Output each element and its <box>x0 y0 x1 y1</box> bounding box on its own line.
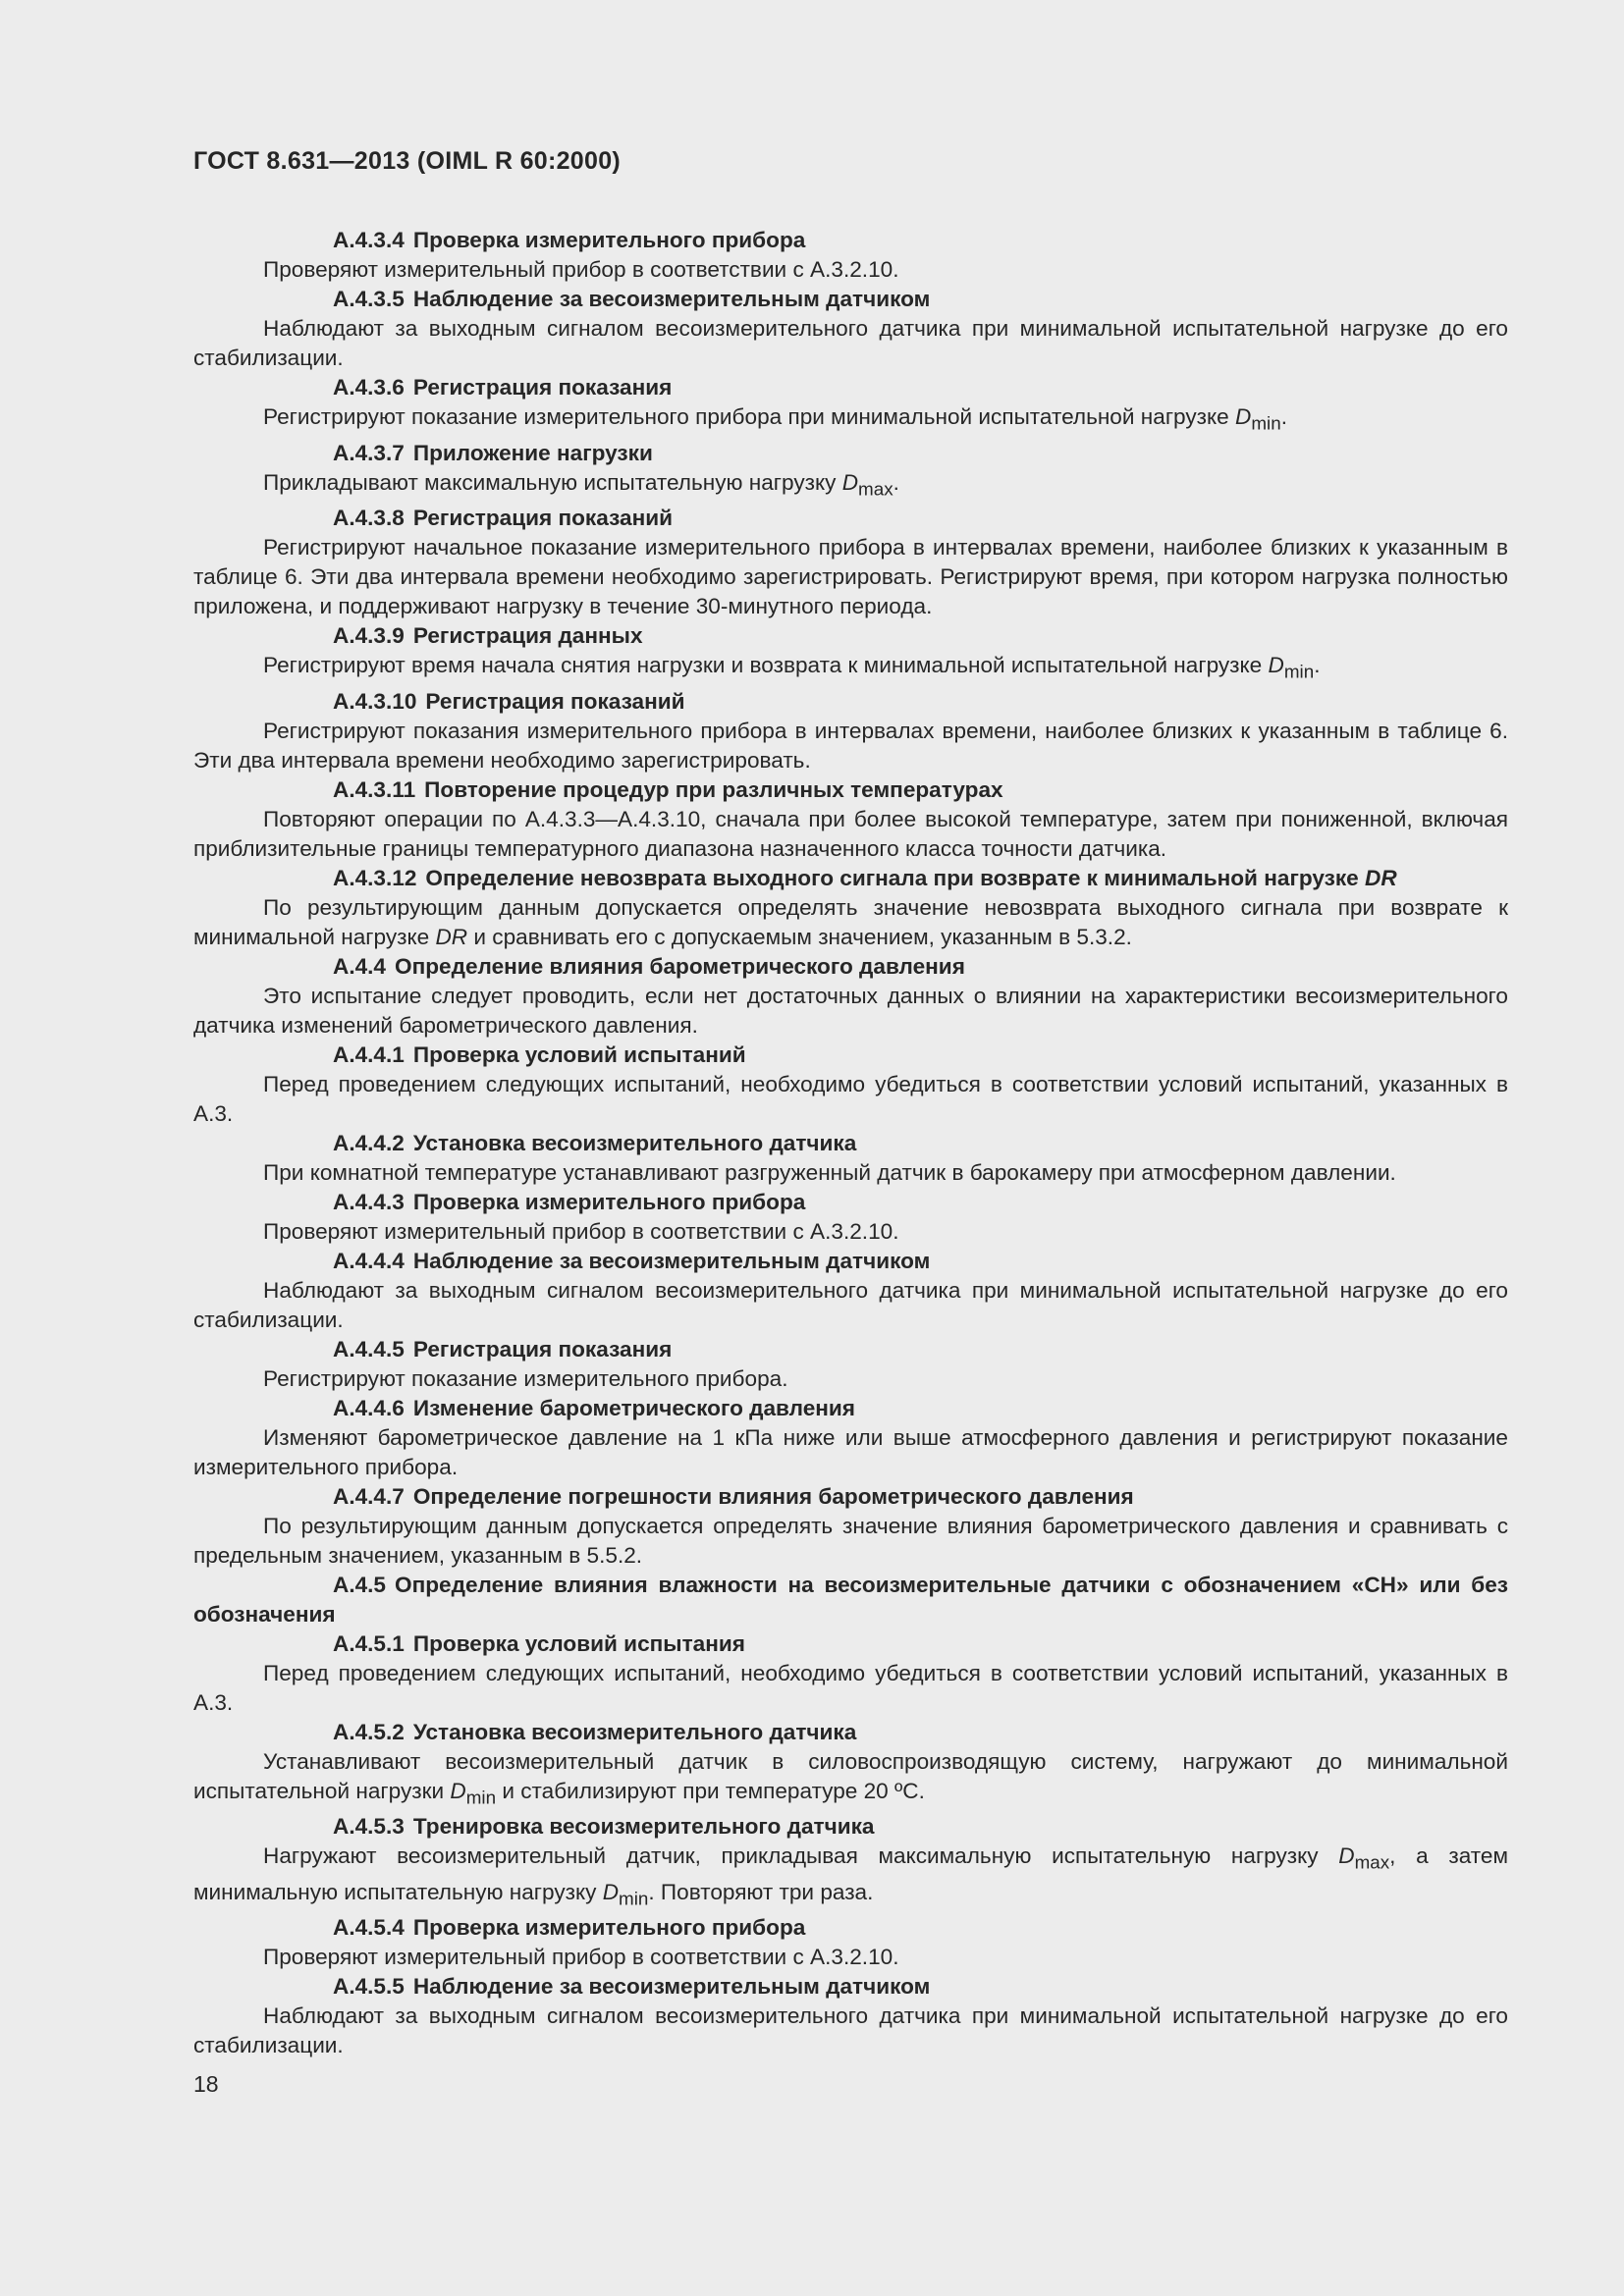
body-paragraph: Перед проведением следующих испытаний, необходимо убедиться в соответствии условий испытаний, указанных в А.3. <box>193 1660 1508 1715</box>
section-title: Проверка измерительного прибора <box>412 1189 806 1214</box>
section-heading <box>193 1913 1508 1943</box>
section-heading <box>193 775 1508 805</box>
section-title: Определение невозврата выходного сигнала при возврате к минимальной нагрузке DR <box>425 865 1397 890</box>
body-paragraph: При комнатной температуре устанавливают разгруженный датчик в барокамеру при атмосферном давлении. <box>263 1159 1396 1185</box>
body-paragraph: Проверяют измерительный прибор в соответствии с А.3.2.10. <box>263 257 899 282</box>
section-title: Установка весоизмерительного датчика <box>412 1130 857 1155</box>
section-heading <box>193 504 1508 533</box>
section-title: Установка весоизмерительного датчика <box>412 1719 857 1744</box>
section-number: А.4.3.5 <box>333 287 405 311</box>
section-title: Определение влияния барометрического давления <box>395 953 965 979</box>
section-heading <box>193 1129 1508 1158</box>
section-title: Проверка измерительного прибора <box>412 228 806 252</box>
section-number: А.4.5.5 <box>333 1974 405 2000</box>
section-number: А.4.4.5 <box>333 1336 405 1362</box>
section-heading <box>193 1041 1508 1070</box>
body-paragraph: Это испытание следует проводить, если нет достаточных данных о влиянии на характеристики весоизмерительного датчика изменений барометрического давления. <box>193 983 1508 1038</box>
section-number: А.4.4.3 <box>333 1189 405 1214</box>
section-title: Проверка условий испытания <box>412 1630 745 1656</box>
body-paragraph: Регистрируют время начала снятия нагрузки и возврата к минимальной испытательной нагрузке $D_{min}$. <box>263 653 1321 682</box>
section-title: Регистрация показания <box>412 1336 673 1362</box>
section-heading <box>193 1247 1508 1276</box>
section-number: А.4.5.4 <box>333 1915 405 1941</box>
body-paragraph: Наблюдают за выходным сигналом весоизмерительного датчика при минимальной испытательной нагрузке до его стабилизации. <box>193 316 1508 370</box>
section-number: А.4.4 <box>333 953 387 979</box>
section-title: Регистрация данных <box>412 623 643 649</box>
section-title: Регистрация показаний <box>412 506 673 531</box>
section-title: Повторение процедур при различных температурах <box>424 776 1003 802</box>
section-heading <box>193 621 1508 651</box>
section-heading <box>193 1335 1508 1364</box>
body-paragraph: Перед проведением следующих испытаний, необходимо убедиться в соответствии условий испытаний, указанных в А.3. <box>193 1071 1508 1126</box>
section-title: Наблюдение за весоизмерительным датчиком <box>412 1974 931 2000</box>
section-heading <box>193 1629 1508 1659</box>
body-paragraph: Наблюдают за выходным сигналом весоизмерительного датчика при минимальной испытательной нагрузке до его стабилизации. <box>193 1277 1508 1332</box>
section-number: А.4.3.11 <box>333 776 416 802</box>
section-number: А.4.3.10 <box>333 688 417 714</box>
section-number: А.4.3.6 <box>333 375 405 400</box>
section-title: Определение влияния влажности на весоизмерительные датчики с обозначением «СН» или без обозначения <box>193 1572 1508 1627</box>
body-paragraph: Регистрируют показание измерительного прибора. <box>263 1365 788 1391</box>
section-number: А.4.3.7 <box>333 440 405 465</box>
section-heading <box>193 1394 1508 1423</box>
section-title: Регистрация показания <box>412 375 673 400</box>
section-heading <box>193 1972 1508 2002</box>
body-paragraph: Нагружают весоизмерительный датчик, прикладывая максимальную испытательную нагрузку $D_{max}$, а затем минимальную испытательную нагрузку $D_{min}$. Повторяют три раза. <box>193 1843 1508 1909</box>
body-paragraph: Прикладывают максимальную испытательную нагрузку $D_{max}$. <box>263 469 899 500</box>
body-paragraph: Повторяют операции по А.4.3.3—А.4.3.10, сначала при более высокой температуре, затем при пониженной, включая приблизительные границы температурного диапазона назначенного класса точности датчика. <box>193 806 1508 861</box>
section-title: Регистрация показаний <box>425 688 685 714</box>
section-title: Определение погрешности влияния барометрического давления <box>412 1483 1134 1509</box>
section-title: Наблюдение за весоизмерительным датчиком <box>412 287 931 311</box>
section-heading <box>193 226 1508 255</box>
body-paragraph: Регистрируют показания измерительного прибора в интервалах времени, наиболее близких к указанным в таблице 6. Эти два интервала времени необходимо зарегистрировать. <box>193 718 1508 773</box>
section-title: Наблюдение за весоизмерительным датчиком <box>412 1248 931 1273</box>
body-paragraph: Проверяют измерительный прибор в соответствии с А.3.2.10. <box>263 1945 899 1970</box>
body-paragraph: Регистрируют начальное показание измерительного прибора в интервалах времени, наиболее близких к указанным в таблице 6. Эти два интервала времени необходимо зарегистрировать. Регистрируют время, при котором нагрузка полностью приложена, и поддерживают нагрузку в течение 30-минутного периода. <box>193 535 1508 619</box>
body-paragraph: Наблюдают за выходным сигналом весоизмерительного датчика при минимальной испытательной нагрузке до его стабилизации. <box>193 2003 1508 2058</box>
body-paragraph: Изменяют барометрическое давление на 1 кПа ниже или выше атмосферного давления и регистрируют показание измерительного прибора. <box>193 1424 1508 1479</box>
section-number: А.4.5.3 <box>333 1814 405 1840</box>
section-title: Проверка условий испытаний <box>412 1041 746 1067</box>
body-paragraph: По результирующим данным допускается определять значение невозврата выходного сигнала при возврате к минимальной нагрузке DR и сравнивать его с допускаемым значением, указанным в 5.3.2. <box>193 894 1508 949</box>
section-heading <box>193 439 1508 468</box>
body-paragraph: По результирующим данным допускается определять значение влияния барометрического давления и сравнивать с предельным значением, указанным в 5.5.2. <box>193 1513 1508 1568</box>
document-body <box>193 226 1508 2060</box>
section-heading <box>193 1188 1508 1217</box>
section-heading <box>193 687 1508 717</box>
section-number: А.4.5.1 <box>333 1630 405 1656</box>
section-number: А.4.4.6 <box>333 1395 405 1420</box>
section-number: А.4.4.7 <box>333 1483 405 1509</box>
page-number: 18 <box>193 2071 219 2097</box>
section-heading <box>193 1812 1508 1842</box>
section-heading <box>193 285 1508 314</box>
section-number: А.4.5.2 <box>333 1719 405 1744</box>
section-number: А.4.3.9 <box>333 623 405 649</box>
section-number: А.4.5 <box>333 1572 387 1597</box>
section-number: А.4.3.12 <box>333 865 417 890</box>
body-paragraph: Проверяют измерительный прибор в соответствии с А.3.2.10. <box>263 1218 899 1244</box>
section-number: А.4.3.4 <box>333 228 405 252</box>
section-heading <box>193 1718 1508 1747</box>
section-heading <box>193 1571 1508 1629</box>
section-title: Проверка измерительного прибора <box>412 1915 806 1941</box>
section-number: А.4.3.8 <box>333 506 405 531</box>
section-number: А.4.4.2 <box>333 1130 405 1155</box>
section-heading <box>193 1482 1508 1512</box>
section-heading <box>193 373 1508 402</box>
section-heading <box>193 952 1508 982</box>
body-paragraph: Устанавливают весоизмерительный датчик в силовоспроизводящую систему, нагружают до минимальной испытательной нагрузки $D_{min}$ и стабилизируют при температуре 20 ºС. <box>193 1748 1508 1808</box>
section-title: Изменение барометрического давления <box>412 1395 855 1420</box>
section-number: А.4.4.1 <box>333 1041 405 1067</box>
section-title: Тренировка весоизмерительного датчика <box>412 1814 875 1840</box>
section-number: А.4.4.4 <box>333 1248 405 1273</box>
section-title: Приложение нагрузки <box>412 440 653 465</box>
body-paragraph: Регистрируют показание измерительного прибора при минимальной испытательной нагрузке $D_{min}$. <box>263 404 1287 434</box>
section-heading <box>193 864 1508 893</box>
document-header: ГОСТ 8.631—2013 (OIML R 60:2000) <box>193 147 622 175</box>
